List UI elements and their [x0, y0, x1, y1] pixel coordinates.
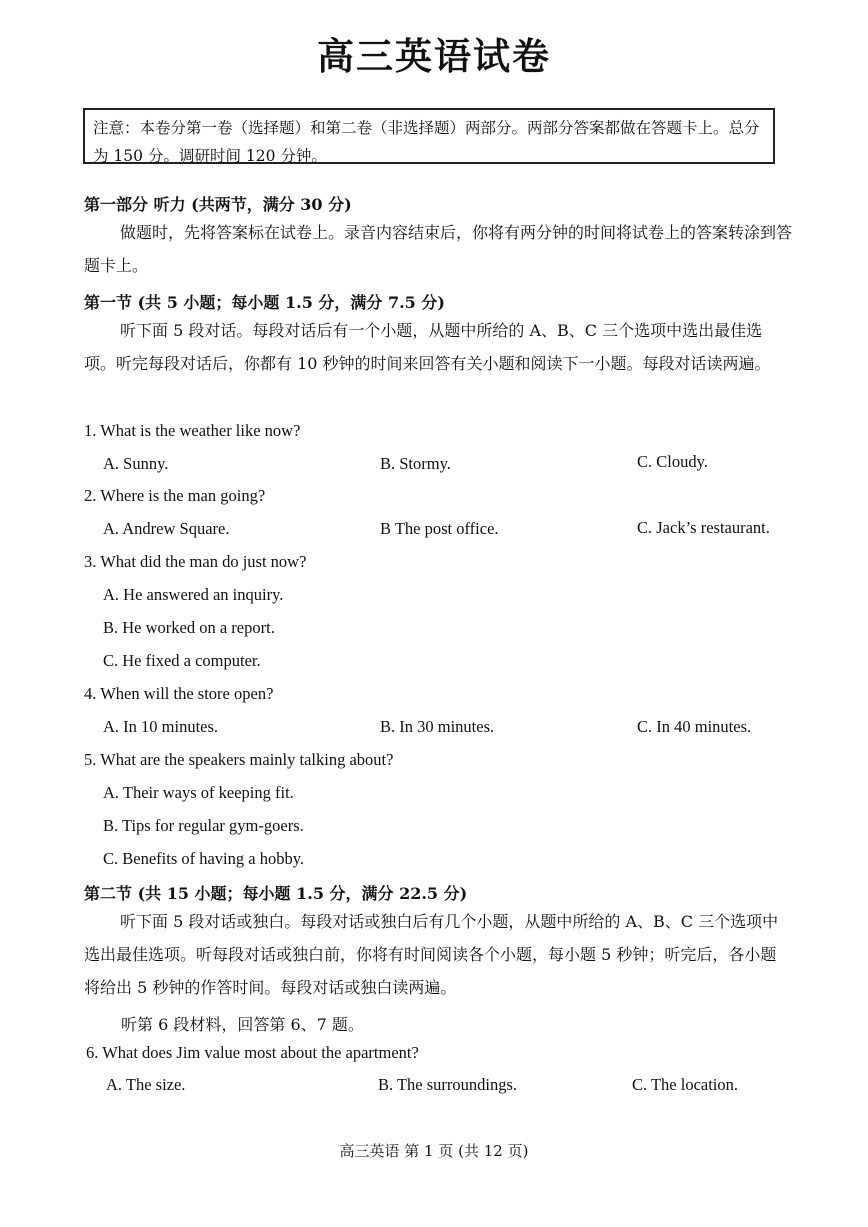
q1-option-b: B. Stormy.: [380, 454, 451, 473]
notice-box: 注意：本卷分第一卷（选择题）和第二卷（非选择题）两部分。两部分答案都做在答题卡上。总分为 150 分。调研时间 120 分钟。: [83, 108, 775, 164]
q5-option-a: A. Their ways of keeping fit.: [103, 783, 294, 802]
part1-intro: 做题时，先将答案标在试卷上。录音内容结束后，你将有两分钟的时间将试卷上的答案转涂到答题卡上。: [84, 223, 793, 275]
q1-option-a: A. Sunny.: [103, 454, 169, 473]
question-2: 2. Where is the man going?: [84, 486, 266, 505]
question-5: 5. What are the speakers mainly talking about?: [84, 750, 394, 769]
part1-heading: 第一部分 听力 (共两节，满分 30 分): [84, 195, 352, 214]
q3-option-b: B. He worked on a report.: [103, 618, 275, 637]
q6-option-c: C. The location.: [632, 1075, 739, 1094]
q4-option-a: A. In 10 minutes.: [103, 717, 219, 736]
question-4: 4. When will the store open?: [84, 684, 274, 703]
section1-heading: 第一节 (共 5 小题；每小题 1.5 分，满分 7.5 分): [84, 293, 445, 312]
question-6: 6. What does Jim value most about the apartment?: [86, 1043, 419, 1062]
section2-heading: 第二节 (共 15 小题；每小题 1.5 分，满分 22.5 分): [84, 884, 468, 903]
q2-option-b: B The post office.: [380, 519, 499, 538]
q6-option-b: B. The surroundings.: [378, 1075, 518, 1094]
q3-option-a: A. He answered an inquiry.: [103, 585, 284, 604]
q2-option-a: A. Andrew Square.: [103, 519, 230, 538]
question-3: 3. What did the man do just now?: [84, 552, 307, 571]
q2-option-c: C. Jack’s restaurant.: [637, 518, 770, 537]
section1-intro: 听下面 5 段对话。每段对话后有一个小题，从题中所给的 A、B、C 三个选项中选出最佳选项。听完每段对话后，你都有 10 秒钟的时间来回答有关小题和阅读下一小题。每段对话读两遍。: [84, 321, 771, 373]
section2-intro: 听下面 5 段对话或独白。每段对话或独白后有几个小题，从题中所给的 A、B、C 三个选项中选出最佳选项。听每段对话或独白前，你将有时间阅读各个小题，每小题 5 秒钟；听完后，各小题将给出 5 秒钟的作答时间。每段对话或独白读两遍。: [84, 912, 779, 997]
question-1: 1. What is the weather like now?: [84, 421, 301, 440]
page-footer: 高三英语 第 1 页 (共 12 页): [339, 1142, 529, 1160]
q4-option-c: C. In 40 minutes.: [637, 717, 752, 736]
q5-option-b: B. Tips for regular gym-goers.: [103, 816, 304, 835]
page-title: 高三英语试卷: [317, 35, 551, 78]
q4-option-b: B. In 30 minutes.: [380, 717, 495, 736]
q5-option-c: C. Benefits of having a hobby.: [103, 849, 305, 868]
q6-option-a: A. The size.: [106, 1075, 186, 1094]
q3-option-c: C. He fixed a computer.: [103, 651, 261, 670]
q1-option-c: C. Cloudy.: [637, 452, 708, 471]
material-note: 听第 6 段材料，回答第 6、7 题。: [121, 1015, 364, 1034]
